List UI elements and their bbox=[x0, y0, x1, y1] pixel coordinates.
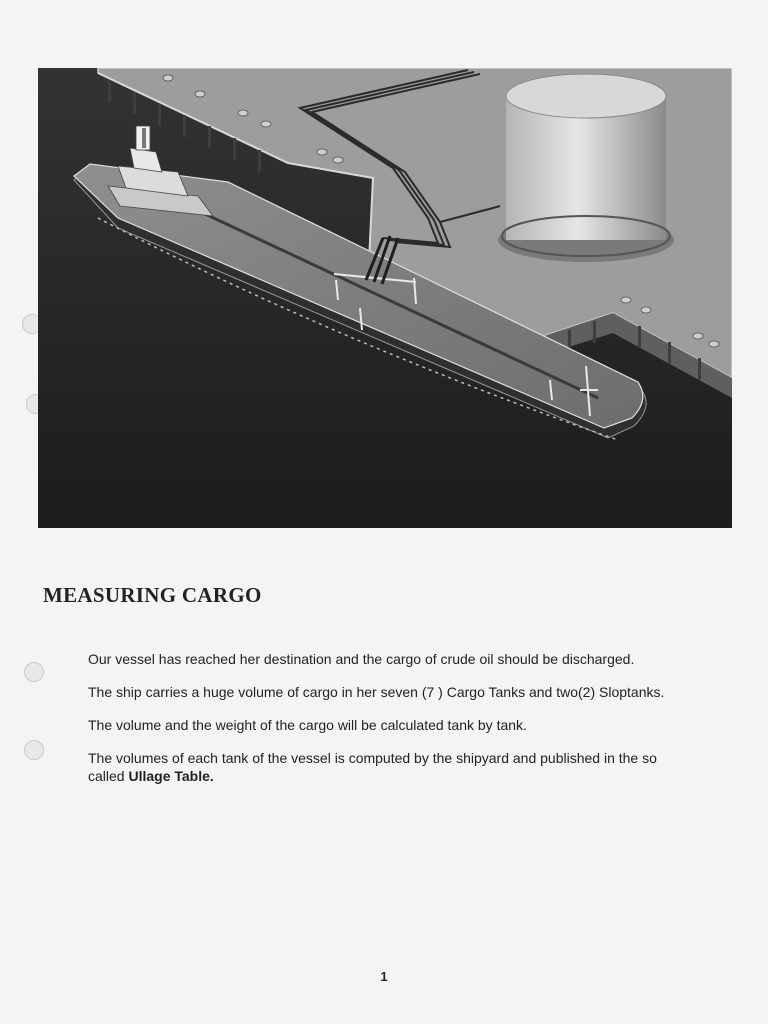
ullage-text-before: The volumes of each tank of the vessel is computed by the shipyard and published in the so called bbox=[88, 750, 657, 784]
paragraph-destination: Our vessel has reached her destination and the cargo of crude oil should be discharged. bbox=[88, 651, 635, 667]
paragraph-ullage-table bbox=[88, 749, 668, 785]
punch-hole-bottom bbox=[24, 740, 44, 760]
paragraph-volume-weight: The volume and the weight of the cargo will be calculated tank by tank. bbox=[88, 717, 527, 733]
page-title: MEASURING CARGO bbox=[43, 583, 262, 607]
paragraph-cargo-tanks: The ship carries a huge volume of cargo in her seven (7 ) Cargo Tanks and two(2) Sloptanks. bbox=[88, 684, 665, 700]
tanker-terminal-illustration bbox=[38, 68, 732, 528]
storage-tank bbox=[498, 74, 674, 262]
body-text bbox=[88, 650, 668, 800]
page-number: 1 bbox=[380, 969, 388, 984]
ullage-table-term: Ullage Table. bbox=[128, 768, 214, 784]
punch-hole-lower-middle bbox=[24, 662, 44, 682]
tanker-terminal-drawing bbox=[38, 68, 732, 528]
